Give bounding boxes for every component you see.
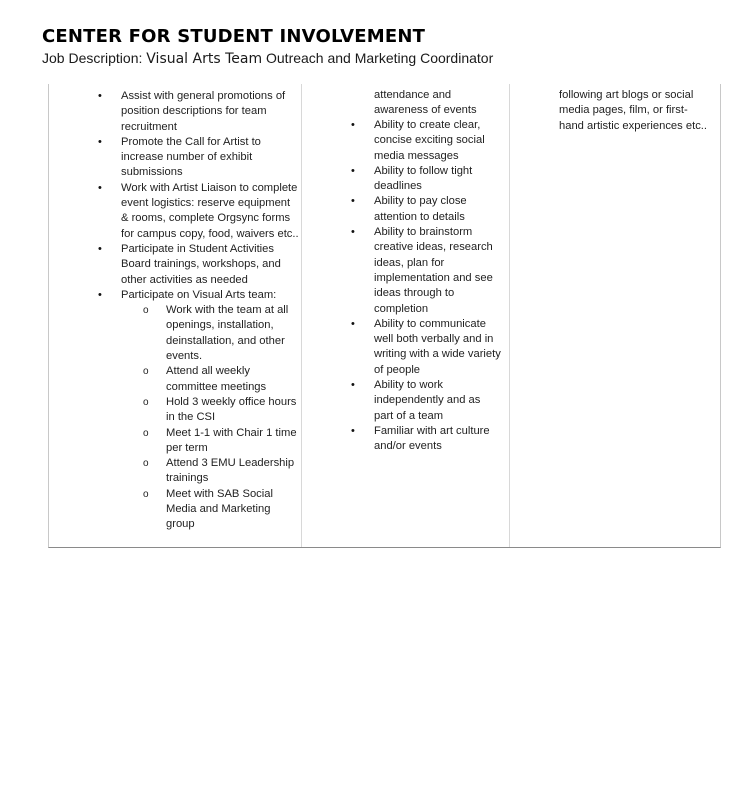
list-item: • Familiar with art culture and/or events xyxy=(374,424,502,455)
continued-text xyxy=(559,88,717,134)
sub-list-item: o Meet 1-1 with Chair 1 time per term xyxy=(166,426,299,457)
qualifications-list xyxy=(374,118,502,455)
continued-line: media pages, film, or first- xyxy=(559,104,688,117)
list-item: • Ability to work independently and as part of a team xyxy=(374,378,502,424)
preferred-column xyxy=(509,84,722,547)
job-description-table xyxy=(48,84,721,548)
subtitle-suffix: Outreach and Marketing Coordinator xyxy=(266,50,494,66)
list-item: • Ability to pay close attention to details xyxy=(374,194,502,225)
subtitle-prefix: Job Description: xyxy=(42,50,143,66)
continued-text xyxy=(374,88,502,119)
list-item: • Assist with general promotions of position descriptions for team recruitment xyxy=(121,89,299,135)
sub-list-item: o Work with the team at all openings, installation, deinstallation, and other events. xyxy=(166,303,299,364)
continued-line: attendance and xyxy=(374,89,452,101)
sub-list-item: o Attend 3 EMU Leadership trainings xyxy=(166,456,299,487)
list-item: • Ability to communicate well both verbally and in writing with a wide variety of people xyxy=(374,317,502,378)
list-item: • Ability to follow tight deadlines xyxy=(374,164,502,195)
qualifications-column xyxy=(301,84,510,547)
list-item: • Work with Artist Liaison to complete event logistics: reserve equipment & rooms, complete Orgsync forms for campus copy, food, waivers etc.. xyxy=(121,181,299,242)
sub-list-item: o Attend all weekly committee meetings xyxy=(166,364,299,395)
list-item xyxy=(121,288,299,533)
page-subtitle xyxy=(42,50,493,67)
continued-line: following art blogs or social xyxy=(559,89,694,101)
subtitle-team: Visual Arts Team xyxy=(146,51,263,67)
sub-list-item: o Hold 3 weekly office hours in the CSI xyxy=(166,395,299,426)
sub-list-item: o Meet with SAB Social Media and Marketing group xyxy=(166,487,299,533)
responsibilities-list xyxy=(121,89,299,533)
list-item: • Ability to create clear, concise exciting social media messages xyxy=(374,118,502,164)
page-title: CENTER FOR STUDENT INVOLVEMENT xyxy=(42,26,426,47)
list-item: • Ability to brainstorm creative ideas, research ideas, plan for implementation and see ideas through to completion xyxy=(374,225,502,317)
responsibilities-column xyxy=(49,84,301,547)
list-item-text: Participate on Visual Arts team: xyxy=(121,288,277,301)
continued-line: hand artistic experiences etc.. xyxy=(559,119,707,132)
list-item: • Participate in Student Activities Board trainings, workshops, and other activities as needed xyxy=(121,242,299,288)
continued-line: awareness of events xyxy=(374,104,477,117)
list-item: • Promote the Call for Artist to increase number of exhibit submissions xyxy=(121,135,299,181)
sub-list xyxy=(166,303,299,532)
